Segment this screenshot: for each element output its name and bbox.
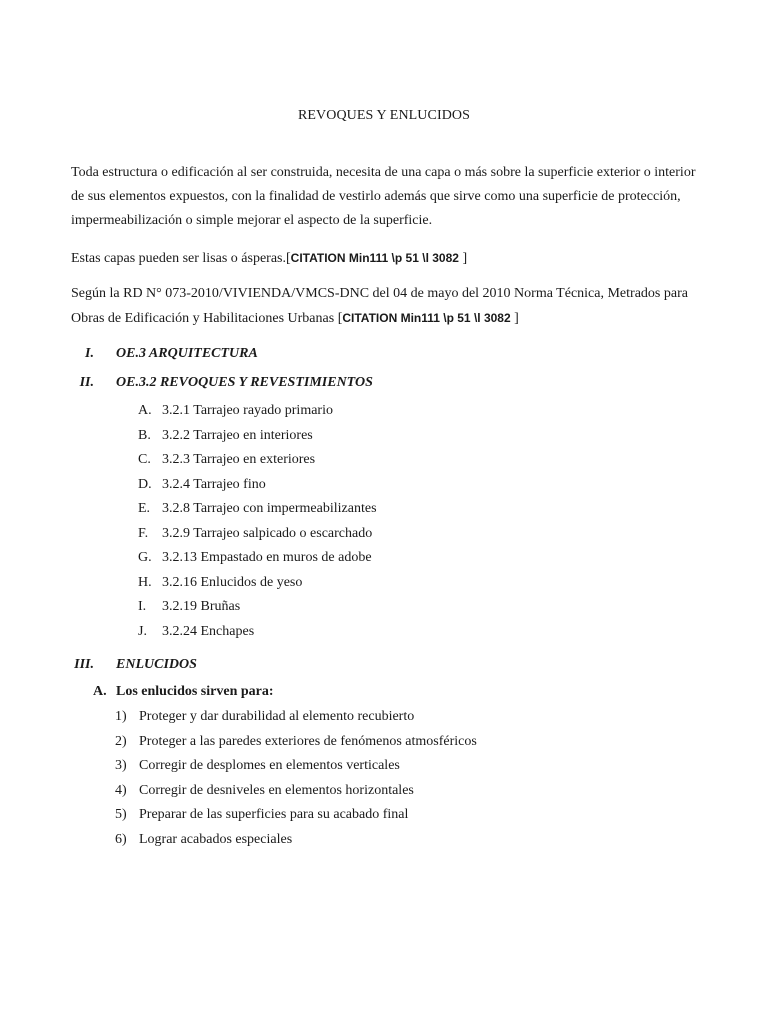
list-letter: C.: [138, 452, 151, 467]
list-letter: A.: [138, 403, 152, 418]
list-text: Preparar de las superficies para su acabado final: [139, 807, 409, 822]
list-letter: H.: [138, 574, 152, 590]
list-text: Corregir de desniveles en elementos horizontales: [139, 782, 414, 798]
list-text: 3.2.8 Tarrajeo con impermeabilizantes: [162, 501, 377, 516]
paragraph-line: [71, 306, 701, 331]
subsection-title: Los enlucidos sirven para:: [116, 684, 274, 699]
list-item: [138, 622, 377, 647]
paragraph-line: Según la RD N° 073-2010/VIVIENDA/VMCS-DNC del 04 de mayo del 2010 Norma Técnica, Metrados para: [71, 286, 688, 301]
list-letter: F.: [138, 525, 149, 541]
list-letter: D.: [138, 476, 152, 492]
list-text: 3.2.4 Tarrajeo fino: [162, 476, 266, 492]
list-item: [115, 756, 477, 781]
section-title: OE.3.2 REVOQUES Y REVESTIMIENTOS: [116, 375, 373, 390]
list-number: 2): [115, 733, 127, 749]
list-item: [115, 830, 477, 855]
list-letter: I.: [138, 599, 147, 614]
list-text: 3.2.13 Empastado en muros de adobe: [162, 550, 372, 565]
section-number: II.: [79, 375, 94, 390]
list-number: 4): [115, 782, 127, 798]
list-text: Corregir de desplomes en elementos verticales: [139, 758, 400, 773]
list-item: [115, 781, 477, 806]
intro-paragraph: [71, 161, 701, 233]
list-text: Proteger y dar durabilidad al elemento recubierto: [139, 709, 415, 724]
list-letter: E.: [138, 501, 151, 516]
list-item: [138, 573, 377, 598]
section-title: ENLUCIDOS: [116, 657, 197, 672]
list-number: 5): [115, 807, 127, 822]
list-item: [138, 450, 377, 475]
list-item: [115, 707, 477, 732]
citation-close: ]: [510, 311, 519, 326]
list-letter: J.: [138, 623, 147, 639]
norm-paragraph: [71, 282, 701, 331]
list-item: [138, 548, 377, 573]
list-letter: B.: [138, 427, 151, 443]
list-item: [138, 524, 377, 549]
paragraph-text: Obras de Edificación y Habilitaciones Urbanas: [71, 311, 338, 326]
list-number: 1): [115, 709, 127, 724]
section2-list: [138, 401, 377, 646]
citation-field: CITATION Min111 \p 51 \l 3082: [290, 251, 459, 265]
list-item: [138, 475, 377, 500]
section-number: I.: [85, 346, 94, 361]
citation-open: [: [337, 311, 343, 326]
section-title: OE.3 ARQUITECTURA: [116, 346, 258, 361]
citation-open: [: [285, 251, 291, 266]
list-item: [138, 499, 377, 524]
list-text: 3.2.19 Bruñas: [162, 599, 241, 614]
subsection-letter: A.: [93, 684, 107, 699]
list-item: [138, 426, 377, 451]
surface-paragraph: [71, 246, 701, 271]
list-item: [115, 805, 477, 830]
list-item: [115, 732, 477, 757]
list-letter: G.: [138, 550, 152, 565]
list-text: 3.2.1 Tarrajeo rayado primario: [162, 403, 333, 418]
list-number: 6): [115, 831, 127, 847]
subsection-heading: [93, 684, 274, 700]
paragraph-line: impermeabilización o simple mejorar el aspecto de la superficie.: [71, 213, 433, 228]
list-text: Proteger a las paredes exteriores de fenómenos atmosféricos: [139, 733, 477, 749]
paragraph-line: de sus elementos expuestos, con la finalidad de vestirlo además que sirve como una superficie de protección,: [71, 189, 681, 204]
list-text: 3.2.24 Enchapes: [162, 623, 255, 639]
list-item: [138, 597, 377, 622]
citation-close: ]: [458, 251, 468, 266]
section-number: III.: [74, 657, 94, 672]
list-text: 3.2.9 Tarrajeo salpicado o escarchado: [162, 525, 373, 541]
section3-list: [115, 707, 477, 854]
paragraph-text: Estas capas pueden ser lisas o ásperas.: [71, 251, 286, 266]
list-text: 3.2.3 Tarrajeo en exteriores: [162, 452, 316, 467]
document-title: REVOQUES Y ENLUCIDOS: [297, 108, 471, 123]
paragraph-line: Toda estructura o edificación al ser construida, necesita de una capa o más sobre la superficie exterior o interior: [71, 165, 696, 180]
list-number: 3): [115, 758, 127, 773]
list-text: Lograr acabados especiales: [139, 831, 293, 847]
citation-field: CITATION Min111 \p 51 \l 3082: [342, 311, 511, 325]
list-text: 3.2.16 Enlucidos de yeso: [162, 574, 303, 590]
list-item: [138, 401, 377, 426]
list-text: 3.2.2 Tarrajeo en interiores: [162, 427, 313, 443]
